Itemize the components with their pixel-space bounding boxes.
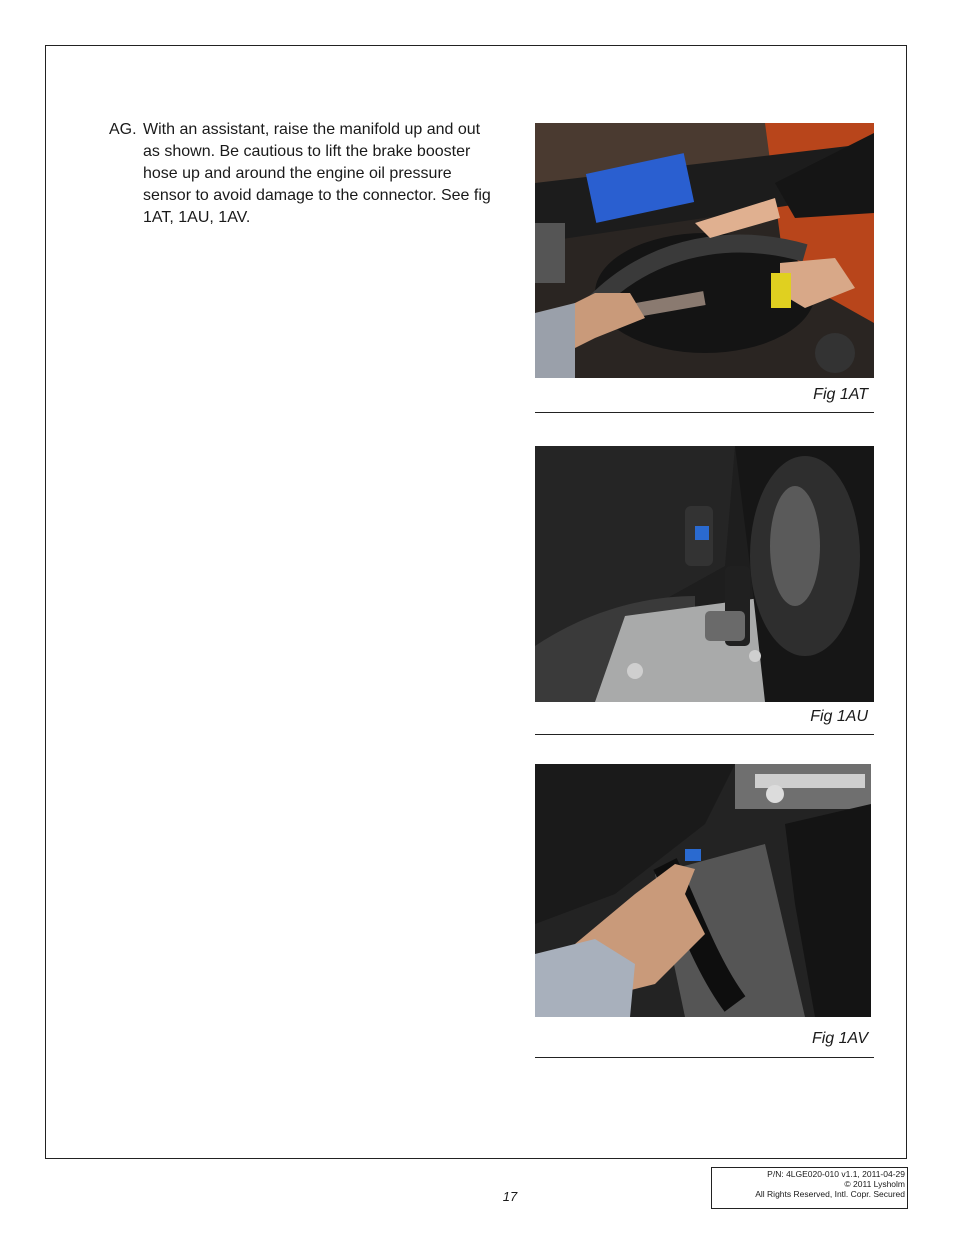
photo-brake-booster-hose <box>535 764 871 1017</box>
figure-1au <box>535 446 874 736</box>
caption-rule <box>535 412 874 413</box>
rights-notice: All Rights Reserved, Intl. Copr. Secured <box>755 1189 905 1199</box>
caption-rule <box>535 1057 874 1058</box>
instruction-step-ag <box>109 119 494 229</box>
photo-oil-pressure-sensor <box>535 446 874 702</box>
caption-rule <box>535 734 874 735</box>
figure-caption: Fig 1AV <box>811 1030 868 1047</box>
step-text: With an assistant, raise the manifold up and out as shown. Be cautious to lift the brake booster hose up and around the engine oil pressure sensor to avoid damage to the connector. See fig 1AT, 1AU, 1AV. <box>143 121 491 226</box>
figure-caption: Fig 1AT <box>813 386 868 403</box>
page-number: 17 <box>502 1189 518 1204</box>
step-marker: AG. <box>109 121 137 138</box>
copyright: © 2011 Lysholm <box>844 1179 905 1189</box>
figure-1at <box>535 123 874 413</box>
footer-info-box <box>711 1167 908 1209</box>
figure-1av <box>535 764 874 1059</box>
figure-caption: Fig 1AU <box>810 708 868 725</box>
photo-manifold-lift <box>535 123 874 378</box>
part-number: P/N: 4LGE020-010 v1.1, 2011-04-29 <box>767 1169 905 1179</box>
